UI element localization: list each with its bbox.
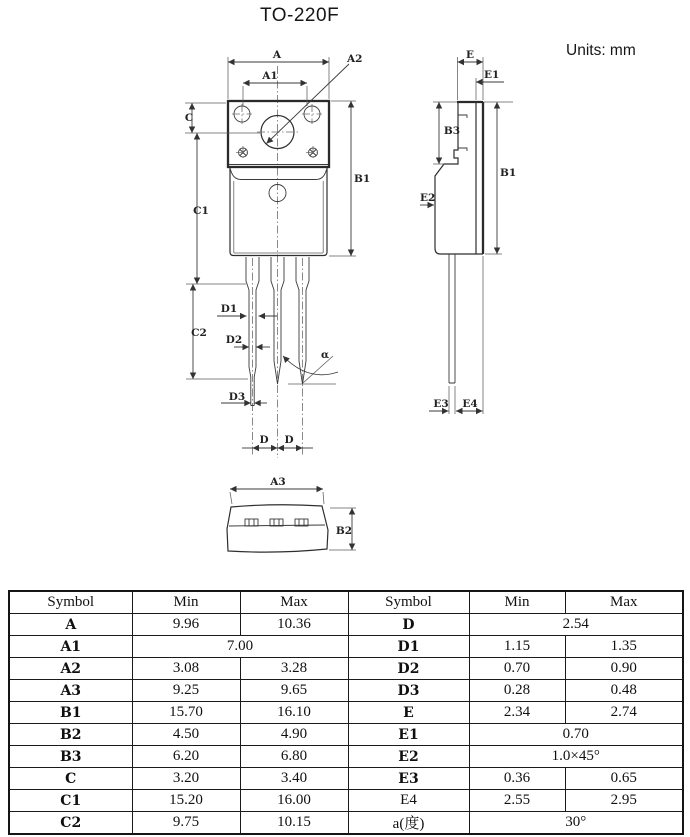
value-cell-merged: 0.70 [469, 724, 683, 746]
max-cell: 2.74 [565, 702, 683, 724]
min-cell: 4.50 [132, 724, 240, 746]
max-cell: 16.10 [240, 702, 348, 724]
dimension-table [8, 590, 684, 835]
units-label: Units: mm [566, 42, 636, 59]
header-max-right: Max [565, 591, 683, 614]
max-cell: 9.65 [240, 680, 348, 702]
min-cell: 0.70 [469, 658, 565, 680]
min-cell: 9.96 [132, 614, 240, 636]
max-cell: 0.48 [565, 680, 683, 702]
table-row [9, 746, 683, 768]
dim-label-c2: C2 [191, 327, 207, 339]
max-cell: 10.15 [240, 812, 348, 835]
table-row [9, 724, 683, 746]
dim-label-d1: D1 [220, 303, 238, 315]
header-symbol-left: Symbol [9, 591, 132, 614]
symbol-cell: D [348, 614, 469, 636]
min-cell: 0.28 [469, 680, 565, 702]
max-cell: 0.90 [565, 658, 683, 680]
min-cell: 3.20 [132, 768, 240, 790]
header-min-left: Min [132, 591, 240, 614]
dim-label-b3: B3 [443, 125, 461, 137]
dim-label-e4: E4 [462, 398, 478, 410]
symbol-cell: A2 [9, 658, 132, 680]
symbol-cell: B3 [9, 746, 132, 768]
symbol-cell: A3 [9, 680, 132, 702]
max-cell: 0.65 [565, 768, 683, 790]
max-cell: 6.80 [240, 746, 348, 768]
side-view [420, 49, 516, 414]
dim-label-b1-side: B1 [500, 167, 517, 179]
table-row [9, 812, 683, 835]
dim-label-d3: D3 [228, 391, 246, 403]
value-cell-merged: 1.0×45° [469, 746, 683, 768]
max-cell: 3.28 [240, 658, 348, 680]
symbol-cell: E1 [348, 724, 469, 746]
bottom-outline [227, 505, 328, 552]
symbol-cell: a(度) [348, 812, 469, 835]
dim-label-a3: A3 [270, 476, 286, 488]
symbol-cell: C1 [9, 790, 132, 812]
dim-label-d2: D2 [225, 334, 243, 346]
table-row [9, 790, 683, 812]
max-cell: 16.00 [240, 790, 348, 812]
value-cell-merged: 2.54 [469, 614, 683, 636]
table-row [9, 702, 683, 724]
symbol-cell: E4 [348, 790, 469, 812]
dim-label-c1: C1 [193, 205, 209, 217]
min-cell: 9.75 [132, 812, 240, 835]
page-title: TO-220F [260, 5, 340, 26]
dim-label-a1: A1 [262, 70, 278, 82]
symbol-cell: E3 [348, 768, 469, 790]
table-row [9, 636, 683, 658]
symbol-cell: D1 [348, 636, 469, 658]
side-lead [449, 254, 455, 383]
min-cell: 3.08 [132, 658, 240, 680]
symbol-cell: E2 [348, 746, 469, 768]
symbol-cell: B2 [9, 724, 132, 746]
value-cell-merged: 7.00 [132, 636, 348, 658]
symbol-cell: C2 [9, 812, 132, 835]
value-cell-merged: 30° [469, 812, 683, 835]
symbol-cell: C [9, 768, 132, 790]
max-cell: 3.40 [240, 768, 348, 790]
symbol-cell: E [348, 702, 469, 724]
symbol-cell: A1 [9, 636, 132, 658]
min-cell: 0.36 [469, 768, 565, 790]
table-row [9, 768, 683, 790]
table-row [9, 680, 683, 702]
symbol-cell: A [9, 614, 132, 636]
min-cell: 6.20 [132, 746, 240, 768]
dim-label-d-right: D [284, 434, 294, 446]
header-max-left: Max [240, 591, 348, 614]
header-min-right: Min [469, 591, 565, 614]
bottom-lead-stubs [245, 519, 308, 526]
dim-label-a2: A2 [347, 53, 363, 65]
max-cell: 4.90 [240, 724, 348, 746]
min-cell: 1.15 [469, 636, 565, 658]
table-header-row [9, 591, 683, 614]
min-cell: 9.25 [132, 680, 240, 702]
dim-label-e3: E3 [433, 398, 449, 410]
min-cell: 2.34 [469, 702, 565, 724]
min-cell: 15.20 [132, 790, 240, 812]
min-cell: 2.55 [469, 790, 565, 812]
table-row [9, 658, 683, 680]
header-symbol-right: Symbol [348, 591, 469, 614]
front-view [185, 49, 370, 458]
bottom-view [227, 476, 356, 552]
dim-label-d-left: D [259, 434, 269, 446]
dim-label-b2: B2 [335, 525, 353, 537]
table-row [9, 614, 683, 636]
max-cell: 2.95 [565, 790, 683, 812]
front-body-outline [230, 168, 327, 256]
dim-label-e1: E1 [484, 69, 500, 81]
dim-table-body [9, 614, 683, 835]
symbol-cell: D2 [348, 658, 469, 680]
max-cell: 10.36 [240, 614, 348, 636]
dim-label-b1-front: B1 [354, 173, 371, 185]
symbol-cell: B1 [9, 702, 132, 724]
max-cell: 1.35 [565, 636, 683, 658]
dim-label-e: E [465, 49, 475, 61]
dim-label-a: A [272, 49, 282, 61]
symbol-cell: D3 [348, 680, 469, 702]
dim-label-e2: E2 [420, 192, 436, 204]
min-cell: 15.70 [132, 702, 240, 724]
dim-label-alpha: α [320, 349, 330, 361]
dim-label-c: C [184, 112, 194, 124]
